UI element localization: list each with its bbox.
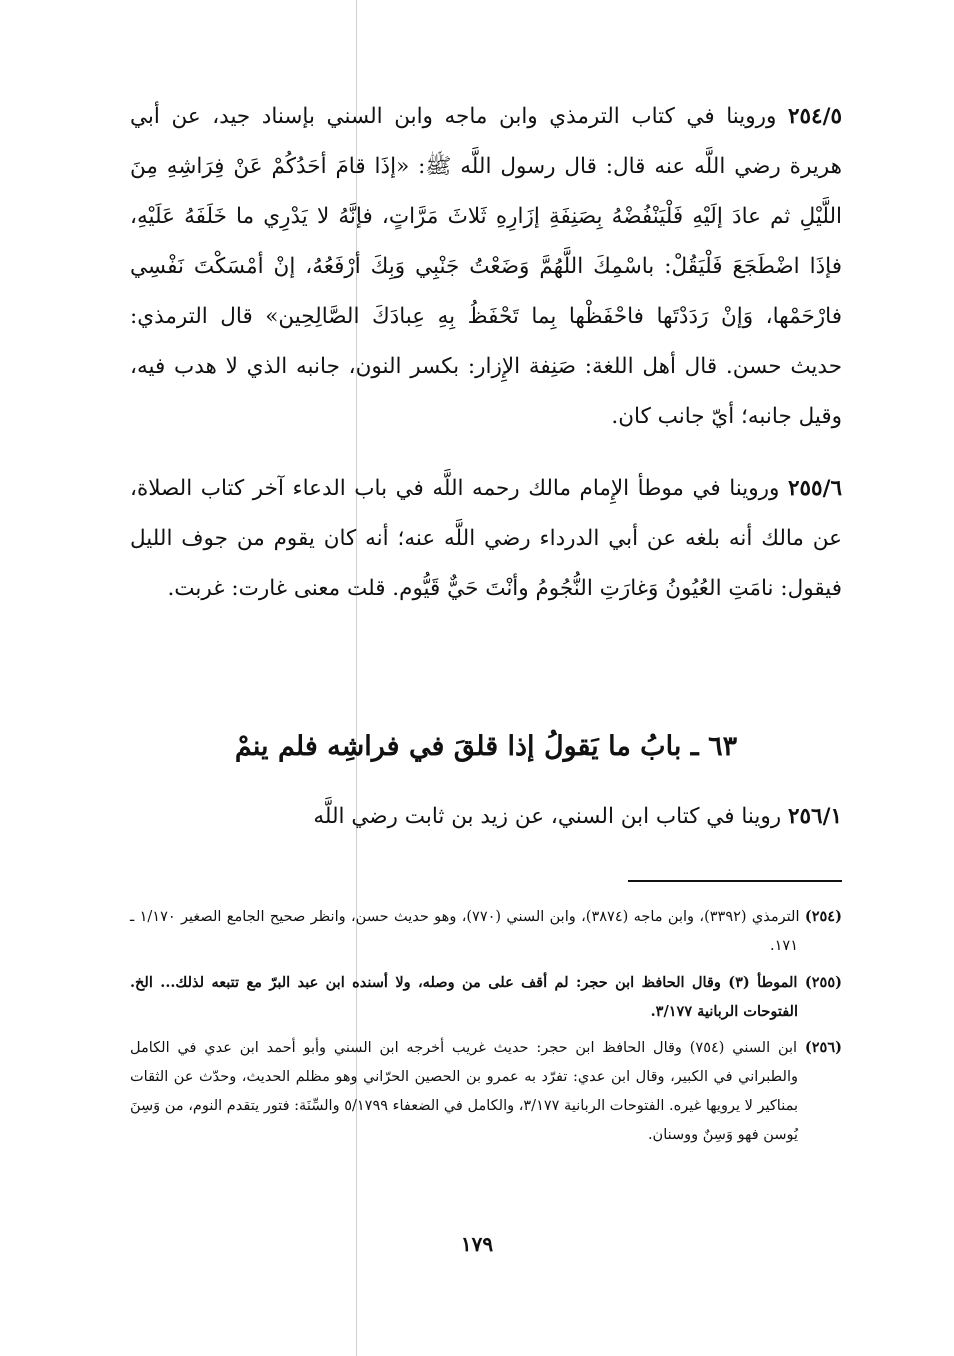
footnotes xyxy=(130,902,842,1157)
hadith-text: روينا في كتاب ابن السني، عن زيد بن ثابت رضي اللَّه xyxy=(313,804,782,829)
hadith-paragraph xyxy=(130,92,842,442)
hadith-paragraph xyxy=(130,792,842,842)
hadith-paragraph xyxy=(130,464,842,614)
page-number: ١٧٩ xyxy=(460,1232,494,1256)
hadith-number: ٢٥٤/٥ xyxy=(787,104,842,129)
footnote xyxy=(130,1033,842,1150)
footnote-ref: (٢٥٦) xyxy=(804,1039,843,1056)
hadith-number: ٢٥٥/٦ xyxy=(787,476,842,501)
footnote xyxy=(130,902,842,961)
hadith-text: وروينا في كتاب الترمذي وابن ماجه وابن السني بإسناد جيد، عن أبي هريرة رضي اللَّه عنه قال: قال رسول اللَّه ﷺ: «إذَا قامَ أحَدُكُمْ عَنْ فِرَاشِهِ مِنَ اللَّيْلِ ثم عادَ إلَيْهِ فَلْيَنْفُضْهُ بِصَنِفَةِ إزَارِهِ ثَلاثَ مَرَّاتٍ، فإنَّهُ لا يَدْرِي ما خَلَفَهُ عَلَيْهِ، فإذَا اضْطَجَعَ فَلْيَقُلْ: باسْمِكَ اللَّهُمَّ وَضَعْتُ جَنْبِي وَبِكَ أرْفَعُهُ، إنْ أمْسَكْتَ نَفْسِي فارْحَمْها، وَإنْ رَدَدْتَها فاحْفَظْها بِما تَحْفَظُ بِهِ عِبادَكَ الصَّالِحِين» قال الترمذي: حديث حسن. قال أهل اللغة: صَنِفة الإِزار: بكسر النون، جانبه الذي لا هدب فيه، وقيل جانبه؛ أيّ جانب كان. xyxy=(130,104,842,429)
chapter-heading: ٦٣ ـ بابُ ما يَقولُ إذا قلقَ في فراشِه فلم ينمْ xyxy=(234,731,738,762)
footnote-separator xyxy=(628,880,842,882)
hadith-text: وروينا في موطأ الإِمام مالك رحمه اللَّه في باب الدعاء آخر كتاب الصلاة، عن مالك أنه بلغه عن أبي الدرداء رضي اللَّه عنه؛ أنه كان يقوم من جوف الليل فيقول: نامَتِ العُيُونُ وَغارَتِ النُّجُومُ وأنْتَ حَيٌّ قَيُّوم. قلت معنى غارت: غربت. xyxy=(130,476,842,601)
hadith-number: ٢٥٦/١ xyxy=(787,804,842,829)
footnote xyxy=(130,968,842,1026)
footnote-text: الترمذي (٣٣٩٢)، وابن ماجه (٣٨٧٤)، وابن السني (٧٧٠)، وهو حديث حسن، وانظر صحيح الجامع الصغير ١/١٧٠ ـ ١٧١. xyxy=(130,909,800,954)
footnote-ref: (٢٥٥) xyxy=(804,974,843,991)
footnote-text: الموطأ (٣) وقال الحافظ ابن حجر: لم أقف على من وصله، ولا أسنده ابن عبد البرّ مع تتبعه لذلك... الخ. الفتوحات الربانية ٣/١٧٧. xyxy=(130,974,798,1020)
footnote-ref: (٢٥٤) xyxy=(804,908,842,925)
main-text xyxy=(130,92,842,614)
footnote-text: ابن السني (٧٥٤) وقال الحافظ ابن حجر: حديث غريب أخرجه ابن السني وأبو أحمد ابن عدي في الكامل والطبراني في الكبير، وقال ابن عدي: تفرّد به عمرو بن الحصين الحرّاني وهو مظلم الحديث، وحدّث عن الثقات بمناكير لا يرويها غيره. الفتوحات الربانية ٣/١٧٧، والكامل في الضعفاء ٥/١٧٩٩ والسِّنَة: فتور يتقدم النوم، من وَسِنَ يُوسن فهو وَسِنٌ ووسنان. xyxy=(130,1040,798,1143)
